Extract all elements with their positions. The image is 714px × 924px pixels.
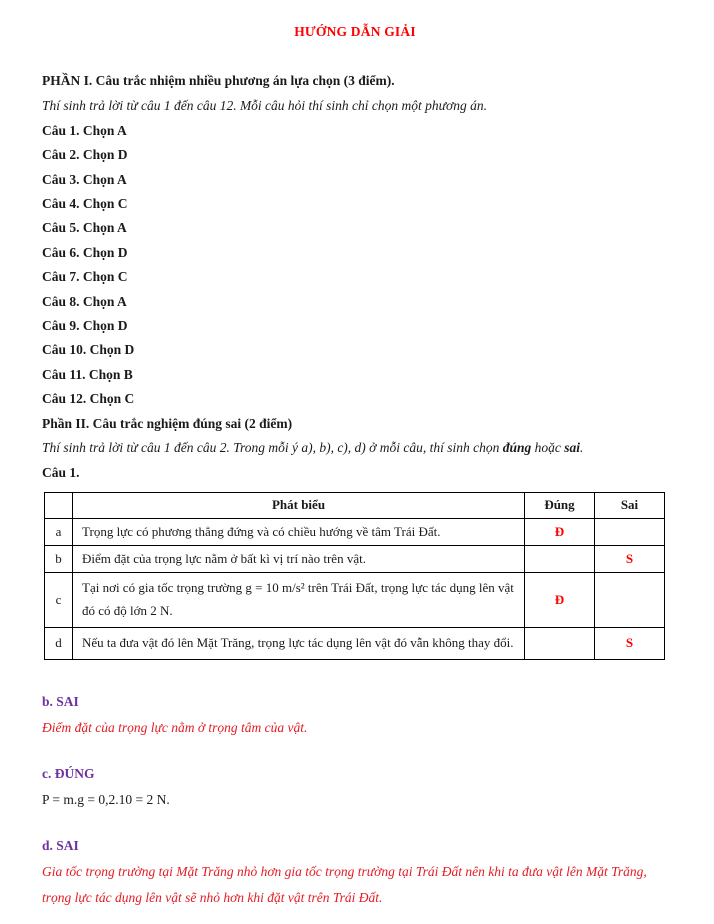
row-statement: Điểm đặt của trọng lực nằm ở bất kì vị trí nào trên vật.	[73, 545, 525, 572]
header-false-cell: Sai	[595, 492, 665, 518]
row-true-mark	[525, 627, 595, 659]
answer-line-5: Câu 5. Chọn A	[42, 220, 127, 236]
explanation-label-b: b. SAI	[42, 693, 79, 709]
table-row-d	[45, 627, 665, 659]
part1-heading: PHẦN I. Câu trắc nhiệm nhiều phương án lựa chọn (3 điểm).	[42, 73, 395, 88]
explanation-text-b: Điểm đặt của trọng lực nằm ở trọng tâm của vật.	[42, 719, 308, 735]
part2-instruction	[42, 436, 668, 460]
answer-line-7: Câu 7. Chọn C	[42, 269, 128, 285]
part2-heading: Phần II. Câu trắc nghiệm đúng sai (2 điểm)	[42, 415, 293, 431]
true-false-table	[44, 492, 665, 660]
answer-line-11: Câu 11. Chọn B	[42, 366, 133, 382]
row-false-mark	[595, 518, 665, 545]
row-letter: a	[45, 518, 73, 545]
answer-line-8: Câu 8. Chọn A	[42, 293, 127, 309]
answer-line-2: Câu 2. Chọn D	[42, 147, 128, 163]
answer-line-1: Câu 1. Chọn A	[42, 122, 127, 138]
part1-answer-list	[42, 119, 668, 412]
explanation-block-d	[42, 832, 668, 911]
row-false-mark: S	[595, 627, 665, 659]
part2-instruction-true-word: đúng	[502, 440, 532, 456]
row-letter: b	[45, 545, 73, 572]
document-title: HƯỚNG DẪN GIẢI	[294, 24, 416, 39]
row-statement: Tại nơi có gia tốc trọng trường g = 10 m/s² trên Trái Đất, trọng lực tác dụng lên vật đó có độ lớn 2 N.	[73, 572, 525, 627]
row-statement: Nếu ta đưa vật đó lên Mặt Trăng, trọng lực tác dụng lên vật đó vẫn không thay đổi.	[73, 627, 525, 659]
explanation-block-c	[42, 760, 668, 813]
header-true-cell: Đúng	[525, 492, 595, 518]
row-true-mark: Đ	[525, 518, 595, 545]
explanation-text-d: Gia tốc trọng trường tại Mặt Trăng nhỏ hơn gia tốc trọng trường tại Trái Đất nên khi ta đưa vật lên Mặt Trăng, trọng lực tác dụng lên vật sẽ nhỏ hơn khi đặt vật trên Trái Đất.	[42, 863, 647, 905]
explanation-text-c: P = m.g = 0,2.10 = 2 N.	[42, 791, 170, 807]
row-true-mark: Đ	[525, 572, 595, 627]
answer-line-10: Câu 10. Chọn D	[42, 342, 135, 358]
row-false-mark	[595, 572, 665, 627]
answer-line-9: Câu 9. Chọn D	[42, 318, 128, 334]
row-statement: Trọng lực có phương thẳng đứng và có chiều hướng về tâm Trái Đất.	[73, 518, 525, 545]
row-letter: d	[45, 627, 73, 659]
part2-instruction-false-word: sai	[564, 440, 581, 456]
row-letter: c	[45, 572, 73, 627]
answer-line-3: Câu 3. Chọn A	[42, 171, 127, 187]
row-true-mark	[525, 545, 595, 572]
answer-line-4: Câu 4. Chọn C	[42, 196, 128, 212]
part2-instruction-suffix: .	[580, 440, 584, 456]
answer-line-12: Câu 12. Chọn C	[42, 391, 135, 407]
part2-instruction-prefix: Thí sinh trả lời từ câu 1 đến câu 2. Trong mỗi ý a), b), c), d) ở mỗi câu, thí sinh chọn	[42, 440, 503, 456]
table-row-c	[45, 572, 665, 627]
part2-instruction-middle: hoặc	[531, 440, 565, 456]
part1-instruction: Thí sinh trả lời từ câu 1 đến câu 12. Mỗi câu hỏi thí sinh chỉ chọn một phương án.	[42, 98, 487, 114]
header-letter-cell	[45, 492, 73, 518]
table-row-a	[45, 518, 665, 545]
table-header-row	[45, 492, 665, 518]
header-statement-cell: Phát biểu	[73, 492, 525, 518]
question-label: Câu 1.	[42, 464, 80, 480]
table-row-b	[45, 545, 665, 572]
explanation-label-c: c. ĐÚNG	[42, 765, 95, 781]
answer-line-6: Câu 6. Chọn D	[42, 244, 128, 260]
explanation-block-b	[42, 688, 668, 741]
row-false-mark: S	[595, 545, 665, 572]
explanation-label-d: d. SAI	[42, 837, 79, 853]
